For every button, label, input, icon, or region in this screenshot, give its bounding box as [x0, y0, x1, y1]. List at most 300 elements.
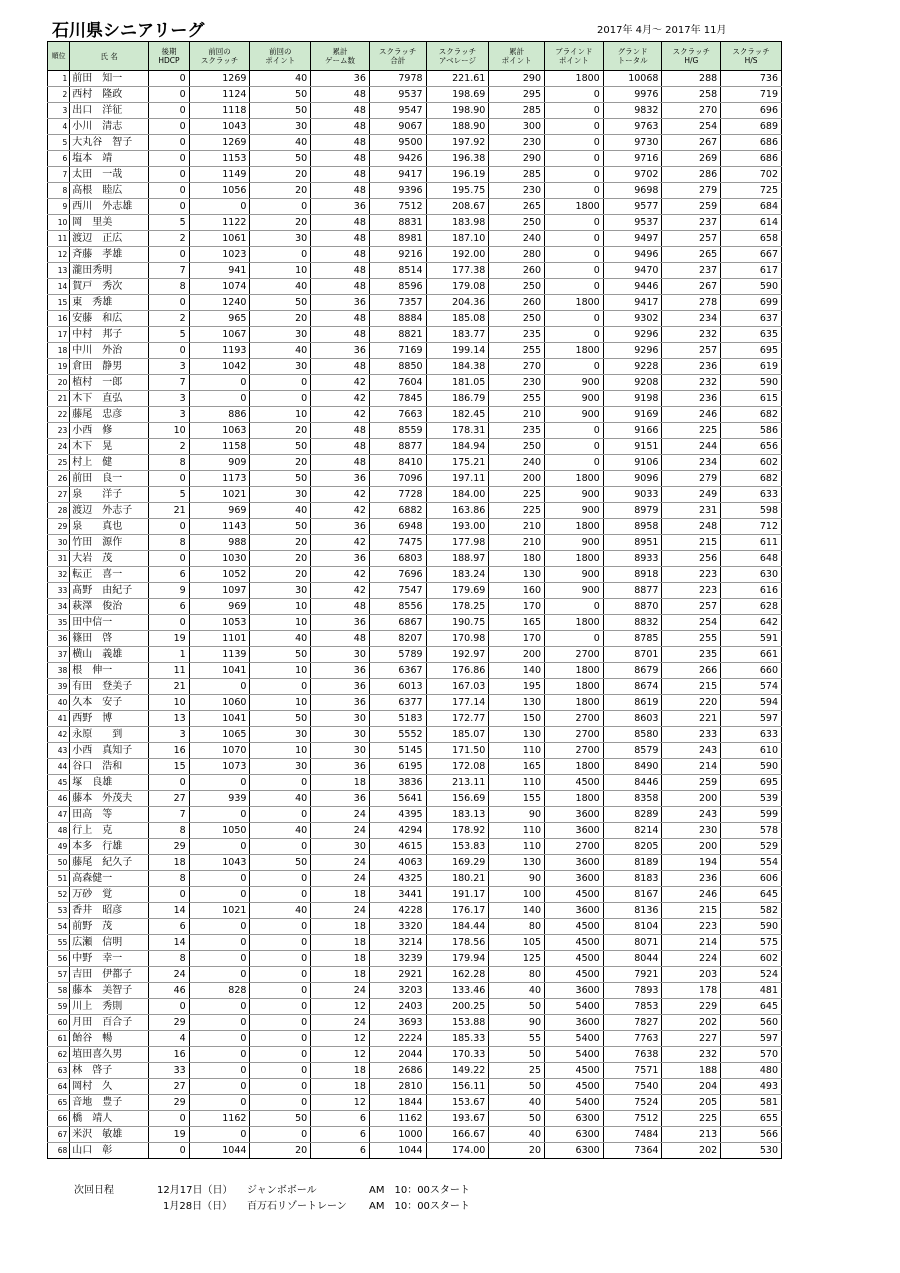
cell-rank: 33	[48, 583, 70, 599]
cell-blind-point: 900	[545, 391, 604, 407]
period-label: 2017年 4月～ 2017年 11月	[597, 25, 727, 36]
cell-grand-total: 8701	[603, 647, 662, 663]
cell-blind-point: 0	[545, 119, 604, 135]
cell-prev-scratch: 988	[189, 535, 250, 551]
cell-total-point: 130	[489, 695, 545, 711]
table-row	[48, 711, 782, 727]
cell-high-series: 633	[721, 487, 782, 503]
cell-name: 中川 外治	[70, 343, 149, 359]
cell-rank: 64	[48, 1079, 70, 1095]
cell-high-game: 267	[662, 135, 721, 151]
cell-high-game: 205	[662, 1095, 721, 1111]
cell-rank: 17	[48, 327, 70, 343]
cell-high-series: 648	[721, 551, 782, 567]
cell-name: 田中信一	[70, 615, 149, 631]
cell-rank: 35	[48, 615, 70, 631]
cell-games: 24	[311, 807, 370, 823]
cell-prev-point: 30	[250, 727, 311, 743]
cell-prev-point: 0	[250, 1015, 311, 1031]
cell-name: 泉 真也	[70, 519, 149, 535]
cell-hdcp: 0	[149, 167, 189, 183]
cell-grand-total: 7540	[603, 1079, 662, 1095]
cell-grand-total: 8183	[603, 871, 662, 887]
cell-prev-scratch: 0	[189, 199, 250, 215]
cell-scratch-average: 190.75	[426, 615, 489, 631]
cell-grand-total: 8832	[603, 615, 662, 631]
cell-grand-total: 9208	[603, 375, 662, 391]
cell-blind-point: 0	[545, 215, 604, 231]
cell-hdcp: 15	[149, 759, 189, 775]
cell-prev-point: 50	[250, 151, 311, 167]
cell-rank: 11	[48, 231, 70, 247]
cell-scratch-total: 6367	[369, 663, 426, 679]
cell-rank: 62	[48, 1047, 70, 1063]
cell-blind-point: 0	[545, 423, 604, 439]
cell-hdcp: 8	[149, 535, 189, 551]
cell-prev-point: 0	[250, 919, 311, 935]
cell-scratch-average: 200.25	[426, 999, 489, 1015]
cell-games: 6	[311, 1127, 370, 1143]
cell-name: 林 啓子	[70, 1063, 149, 1079]
cell-high-game: 221	[662, 711, 721, 727]
table-row	[48, 871, 782, 887]
cell-total-point: 210	[489, 519, 545, 535]
cell-hdcp: 0	[149, 183, 189, 199]
table-row	[48, 743, 782, 759]
cell-games: 36	[311, 551, 370, 567]
cell-rank: 21	[48, 391, 70, 407]
cell-grand-total: 9417	[603, 295, 662, 311]
cell-name: 前野 茂	[70, 919, 149, 935]
table-row	[48, 343, 782, 359]
schedule-venue-1: ジャンボボール	[247, 1185, 317, 1196]
table-row	[48, 583, 782, 599]
cell-grand-total: 8289	[603, 807, 662, 823]
table-row	[48, 695, 782, 711]
cell-name: 高森健一	[70, 871, 149, 887]
cell-prev-scratch: 1122	[189, 215, 250, 231]
cell-games: 24	[311, 1015, 370, 1031]
table-header-row	[48, 42, 782, 71]
cell-scratch-average: 185.33	[426, 1031, 489, 1047]
cell-high-game: 257	[662, 343, 721, 359]
cell-grand-total: 9832	[603, 103, 662, 119]
cell-grand-total: 8136	[603, 903, 662, 919]
cell-total-point: 130	[489, 855, 545, 871]
cell-prev-scratch: 1269	[189, 135, 250, 151]
cell-games: 42	[311, 487, 370, 503]
cell-blind-point: 4500	[545, 1079, 604, 1095]
cell-high-game: 224	[662, 951, 721, 967]
cell-high-game: 223	[662, 583, 721, 599]
cell-games: 48	[311, 87, 370, 103]
cell-rank: 39	[48, 679, 70, 695]
table-row	[48, 1143, 782, 1159]
cell-name: 久本 安子	[70, 695, 149, 711]
cell-rank: 58	[48, 983, 70, 999]
cell-rank: 12	[48, 247, 70, 263]
cell-rank: 5	[48, 135, 70, 151]
cell-scratch-total: 5552	[369, 727, 426, 743]
cell-total-point: 240	[489, 455, 545, 471]
cell-scratch-total: 1044	[369, 1143, 426, 1159]
cell-scratch-average: 193.67	[426, 1111, 489, 1127]
cell-high-series: 615	[721, 391, 782, 407]
cell-games: 48	[311, 311, 370, 327]
cell-prev-point: 50	[250, 711, 311, 727]
cell-name: 竹田 源作	[70, 535, 149, 551]
table-row	[48, 1095, 782, 1111]
cell-high-series: 481	[721, 983, 782, 999]
cell-hdcp: 0	[149, 71, 189, 87]
cell-high-series: 554	[721, 855, 782, 871]
cell-name: 小川 清志	[70, 119, 149, 135]
cell-grand-total: 9446	[603, 279, 662, 295]
cell-hdcp: 9	[149, 583, 189, 599]
cell-prev-point: 0	[250, 375, 311, 391]
cell-name: 根 伸一	[70, 663, 149, 679]
cell-rank: 48	[48, 823, 70, 839]
cell-prev-scratch: 1021	[189, 903, 250, 919]
cell-prev-point: 0	[250, 1095, 311, 1111]
cell-high-series: 574	[721, 679, 782, 695]
cell-name: 小西 真知子	[70, 743, 149, 759]
cell-total-point: 235	[489, 423, 545, 439]
cell-high-game: 232	[662, 375, 721, 391]
cell-high-game: 258	[662, 87, 721, 103]
cell-prev-scratch: 1240	[189, 295, 250, 311]
header-total-point: 累計 ポイント	[489, 42, 545, 71]
cell-high-game: 214	[662, 759, 721, 775]
cell-prev-scratch: 1063	[189, 423, 250, 439]
cell-hdcp: 6	[149, 599, 189, 615]
cell-total-point: 195	[489, 679, 545, 695]
cell-prev-point: 10	[250, 663, 311, 679]
cell-grand-total: 8071	[603, 935, 662, 951]
cell-games: 18	[311, 1063, 370, 1079]
cell-blind-point: 1800	[545, 679, 604, 695]
cell-grand-total: 9228	[603, 359, 662, 375]
cell-hdcp: 16	[149, 743, 189, 759]
cell-scratch-average: 221.61	[426, 71, 489, 87]
cell-prev-point: 50	[250, 647, 311, 663]
table-row	[48, 423, 782, 439]
cell-high-series: 619	[721, 359, 782, 375]
cell-prev-scratch: 1101	[189, 631, 250, 647]
cell-scratch-average: 170.33	[426, 1047, 489, 1063]
cell-rank: 36	[48, 631, 70, 647]
table-row	[48, 951, 782, 967]
cell-prev-scratch: 1042	[189, 359, 250, 375]
cell-blind-point: 2700	[545, 647, 604, 663]
cell-rank: 25	[48, 455, 70, 471]
cell-rank: 68	[48, 1143, 70, 1159]
cell-prev-point: 10	[250, 615, 311, 631]
cell-high-series: 696	[721, 103, 782, 119]
cell-scratch-average: 178.25	[426, 599, 489, 615]
table-row	[48, 855, 782, 871]
cell-prev-point: 0	[250, 391, 311, 407]
cell-prev-scratch: 1162	[189, 1111, 250, 1127]
cell-high-series: 630	[721, 567, 782, 583]
cell-scratch-average: 156.11	[426, 1079, 489, 1095]
cell-name: 西川 外志雄	[70, 199, 149, 215]
cell-games: 12	[311, 1095, 370, 1111]
cell-name: 永原 到	[70, 727, 149, 743]
schedule-time-1: AM 10：00スタート	[369, 1185, 470, 1196]
table-row	[48, 839, 782, 855]
cell-high-series: 566	[721, 1127, 782, 1143]
cell-high-series: 684	[721, 199, 782, 215]
cell-scratch-average: 153.83	[426, 839, 489, 855]
cell-scratch-total: 7547	[369, 583, 426, 599]
cell-prev-point: 20	[250, 567, 311, 583]
cell-high-game: 270	[662, 103, 721, 119]
cell-grand-total: 8044	[603, 951, 662, 967]
cell-prev-scratch: 1070	[189, 743, 250, 759]
cell-total-point: 150	[489, 711, 545, 727]
cell-games: 48	[311, 103, 370, 119]
table-row	[48, 759, 782, 775]
cell-prev-scratch: 1050	[189, 823, 250, 839]
cell-games: 18	[311, 775, 370, 791]
cell-hdcp: 46	[149, 983, 189, 999]
table-row	[48, 87, 782, 103]
cell-name: 有田 登美子	[70, 679, 149, 695]
cell-scratch-average: 170.98	[426, 631, 489, 647]
cell-prev-point: 0	[250, 887, 311, 903]
cell-scratch-total: 3320	[369, 919, 426, 935]
cell-high-game: 223	[662, 567, 721, 583]
cell-scratch-total: 7978	[369, 71, 426, 87]
cell-hdcp: 4	[149, 1031, 189, 1047]
cell-grand-total: 10068	[603, 71, 662, 87]
cell-hdcp: 33	[149, 1063, 189, 1079]
cell-scratch-average: 198.69	[426, 87, 489, 103]
cell-rank: 51	[48, 871, 70, 887]
cell-rank: 7	[48, 167, 70, 183]
cell-grand-total: 9763	[603, 119, 662, 135]
cell-scratch-total: 5641	[369, 791, 426, 807]
cell-games: 30	[311, 727, 370, 743]
table-row	[48, 247, 782, 263]
cell-hdcp: 24	[149, 967, 189, 983]
cell-games: 6	[311, 1111, 370, 1127]
cell-total-point: 270	[489, 359, 545, 375]
cell-scratch-average: 172.08	[426, 759, 489, 775]
cell-prev-point: 0	[250, 983, 311, 999]
cell-grand-total: 7484	[603, 1127, 662, 1143]
cell-scratch-average: 195.75	[426, 183, 489, 199]
cell-hdcp: 0	[149, 999, 189, 1015]
cell-scratch-average: 180.21	[426, 871, 489, 887]
schedule-venue-2: 百万石リゾートレーン	[247, 1201, 347, 1212]
table-row	[48, 535, 782, 551]
cell-rank: 28	[48, 503, 70, 519]
cell-scratch-average: 179.69	[426, 583, 489, 599]
cell-total-point: 20	[489, 1143, 545, 1159]
cell-blind-point: 1800	[545, 295, 604, 311]
cell-prev-scratch: 1143	[189, 519, 250, 535]
cell-prev-point: 20	[250, 551, 311, 567]
cell-name: 瀧田秀明	[70, 263, 149, 279]
cell-rank: 66	[48, 1111, 70, 1127]
cell-scratch-average: 178.31	[426, 423, 489, 439]
cell-games: 42	[311, 375, 370, 391]
cell-games: 36	[311, 343, 370, 359]
cell-prev-point: 20	[250, 183, 311, 199]
cell-games: 36	[311, 295, 370, 311]
cell-name: 塚 良雄	[70, 775, 149, 791]
cell-high-series: 590	[721, 919, 782, 935]
cell-games: 36	[311, 791, 370, 807]
cell-prev-scratch: 1041	[189, 711, 250, 727]
table-row	[48, 887, 782, 903]
cell-name: 髙野 由紀子	[70, 583, 149, 599]
table-row	[48, 919, 782, 935]
cell-scratch-total: 4395	[369, 807, 426, 823]
cell-grand-total: 8933	[603, 551, 662, 567]
table-row	[48, 775, 782, 791]
cell-high-series: 524	[721, 967, 782, 983]
cell-games: 48	[311, 247, 370, 263]
cell-scratch-total: 6882	[369, 503, 426, 519]
cell-prev-scratch: 0	[189, 1079, 250, 1095]
cell-high-series: 602	[721, 455, 782, 471]
cell-scratch-average: 186.79	[426, 391, 489, 407]
cell-name: 植村 一郎	[70, 375, 149, 391]
cell-rank: 45	[48, 775, 70, 791]
cell-grand-total: 9537	[603, 215, 662, 231]
cell-hdcp: 19	[149, 1127, 189, 1143]
cell-blind-point: 0	[545, 151, 604, 167]
cell-name: 萩澤 俊治	[70, 599, 149, 615]
cell-name: 安藤 和広	[70, 311, 149, 327]
cell-grand-total: 9106	[603, 455, 662, 471]
cell-scratch-average: 199.14	[426, 343, 489, 359]
cell-prev-point: 0	[250, 967, 311, 983]
cell-total-point: 230	[489, 375, 545, 391]
cell-high-game: 202	[662, 1143, 721, 1159]
table-row	[48, 231, 782, 247]
schedule-date-1: 12月17日（日）	[157, 1185, 233, 1196]
cell-high-game: 220	[662, 695, 721, 711]
cell-high-series: 581	[721, 1095, 782, 1111]
cell-name: 吉田 伊都子	[70, 967, 149, 983]
cell-hdcp: 19	[149, 631, 189, 647]
cell-high-series: 658	[721, 231, 782, 247]
cell-scratch-total: 8877	[369, 439, 426, 455]
cell-games: 48	[311, 439, 370, 455]
cell-prev-scratch: 0	[189, 1031, 250, 1047]
table-row	[48, 1015, 782, 1031]
cell-name: 藤尾 忠彦	[70, 407, 149, 423]
cell-grand-total: 8189	[603, 855, 662, 871]
cell-high-series: 682	[721, 471, 782, 487]
cell-high-game: 229	[662, 999, 721, 1015]
cell-prev-scratch: 909	[189, 455, 250, 471]
cell-grand-total: 9496	[603, 247, 662, 263]
cell-high-series: 616	[721, 583, 782, 599]
cell-scratch-total: 8884	[369, 311, 426, 327]
cell-rank: 59	[48, 999, 70, 1015]
cell-high-game: 237	[662, 263, 721, 279]
cell-high-game: 288	[662, 71, 721, 87]
cell-total-point: 110	[489, 839, 545, 855]
header-prev-scratch: 前回の スクラッチ	[189, 42, 250, 71]
cell-hdcp: 7	[149, 375, 189, 391]
cell-scratch-total: 7696	[369, 567, 426, 583]
cell-hdcp: 0	[149, 87, 189, 103]
cell-total-point: 290	[489, 71, 545, 87]
cell-games: 18	[311, 951, 370, 967]
cell-high-series: 570	[721, 1047, 782, 1063]
cell-scratch-average: 172.77	[426, 711, 489, 727]
cell-total-point: 50	[489, 999, 545, 1015]
cell-scratch-total: 1000	[369, 1127, 426, 1143]
cell-high-series: 575	[721, 935, 782, 951]
cell-games: 42	[311, 583, 370, 599]
cell-prev-scratch: 1149	[189, 167, 250, 183]
cell-prev-scratch: 1044	[189, 1143, 250, 1159]
cell-scratch-total: 8831	[369, 215, 426, 231]
cell-games: 6	[311, 1143, 370, 1159]
cell-games: 48	[311, 359, 370, 375]
cell-grand-total: 8877	[603, 583, 662, 599]
cell-scratch-total: 6013	[369, 679, 426, 695]
cell-total-point: 285	[489, 167, 545, 183]
cell-prev-scratch: 941	[189, 263, 250, 279]
cell-scratch-average: 197.11	[426, 471, 489, 487]
cell-hdcp: 0	[149, 471, 189, 487]
cell-rank: 63	[48, 1063, 70, 1079]
table-row	[48, 279, 782, 295]
cell-scratch-total: 2044	[369, 1047, 426, 1063]
cell-prev-scratch: 939	[189, 791, 250, 807]
cell-name: 東 秀雄	[70, 295, 149, 311]
cell-scratch-average: 183.77	[426, 327, 489, 343]
cell-prev-point: 10	[250, 263, 311, 279]
cell-high-series: 529	[721, 839, 782, 855]
cell-rank: 55	[48, 935, 70, 951]
cell-blind-point: 3600	[545, 807, 604, 823]
cell-grand-total: 8958	[603, 519, 662, 535]
cell-blind-point: 0	[545, 135, 604, 151]
cell-high-game: 194	[662, 855, 721, 871]
cell-grand-total: 9698	[603, 183, 662, 199]
cell-scratch-average: 149.22	[426, 1063, 489, 1079]
cell-prev-scratch: 0	[189, 375, 250, 391]
cell-prev-point: 50	[250, 103, 311, 119]
cell-grand-total: 8603	[603, 711, 662, 727]
cell-hdcp: 21	[149, 679, 189, 695]
cell-total-point: 260	[489, 263, 545, 279]
cell-hdcp: 3	[149, 391, 189, 407]
cell-blind-point: 0	[545, 263, 604, 279]
cell-name: 音地 豊子	[70, 1095, 149, 1111]
cell-blind-point: 0	[545, 247, 604, 263]
cell-games: 18	[311, 935, 370, 951]
cell-scratch-total: 7604	[369, 375, 426, 391]
cell-games: 42	[311, 391, 370, 407]
cell-total-point: 140	[489, 663, 545, 679]
cell-total-point: 230	[489, 183, 545, 199]
table-row	[48, 1063, 782, 1079]
header-high-series: スクラッチ H/S	[721, 42, 782, 71]
cell-prev-point: 20	[250, 423, 311, 439]
cell-blind-point: 2700	[545, 711, 604, 727]
cell-prev-point: 40	[250, 135, 311, 151]
